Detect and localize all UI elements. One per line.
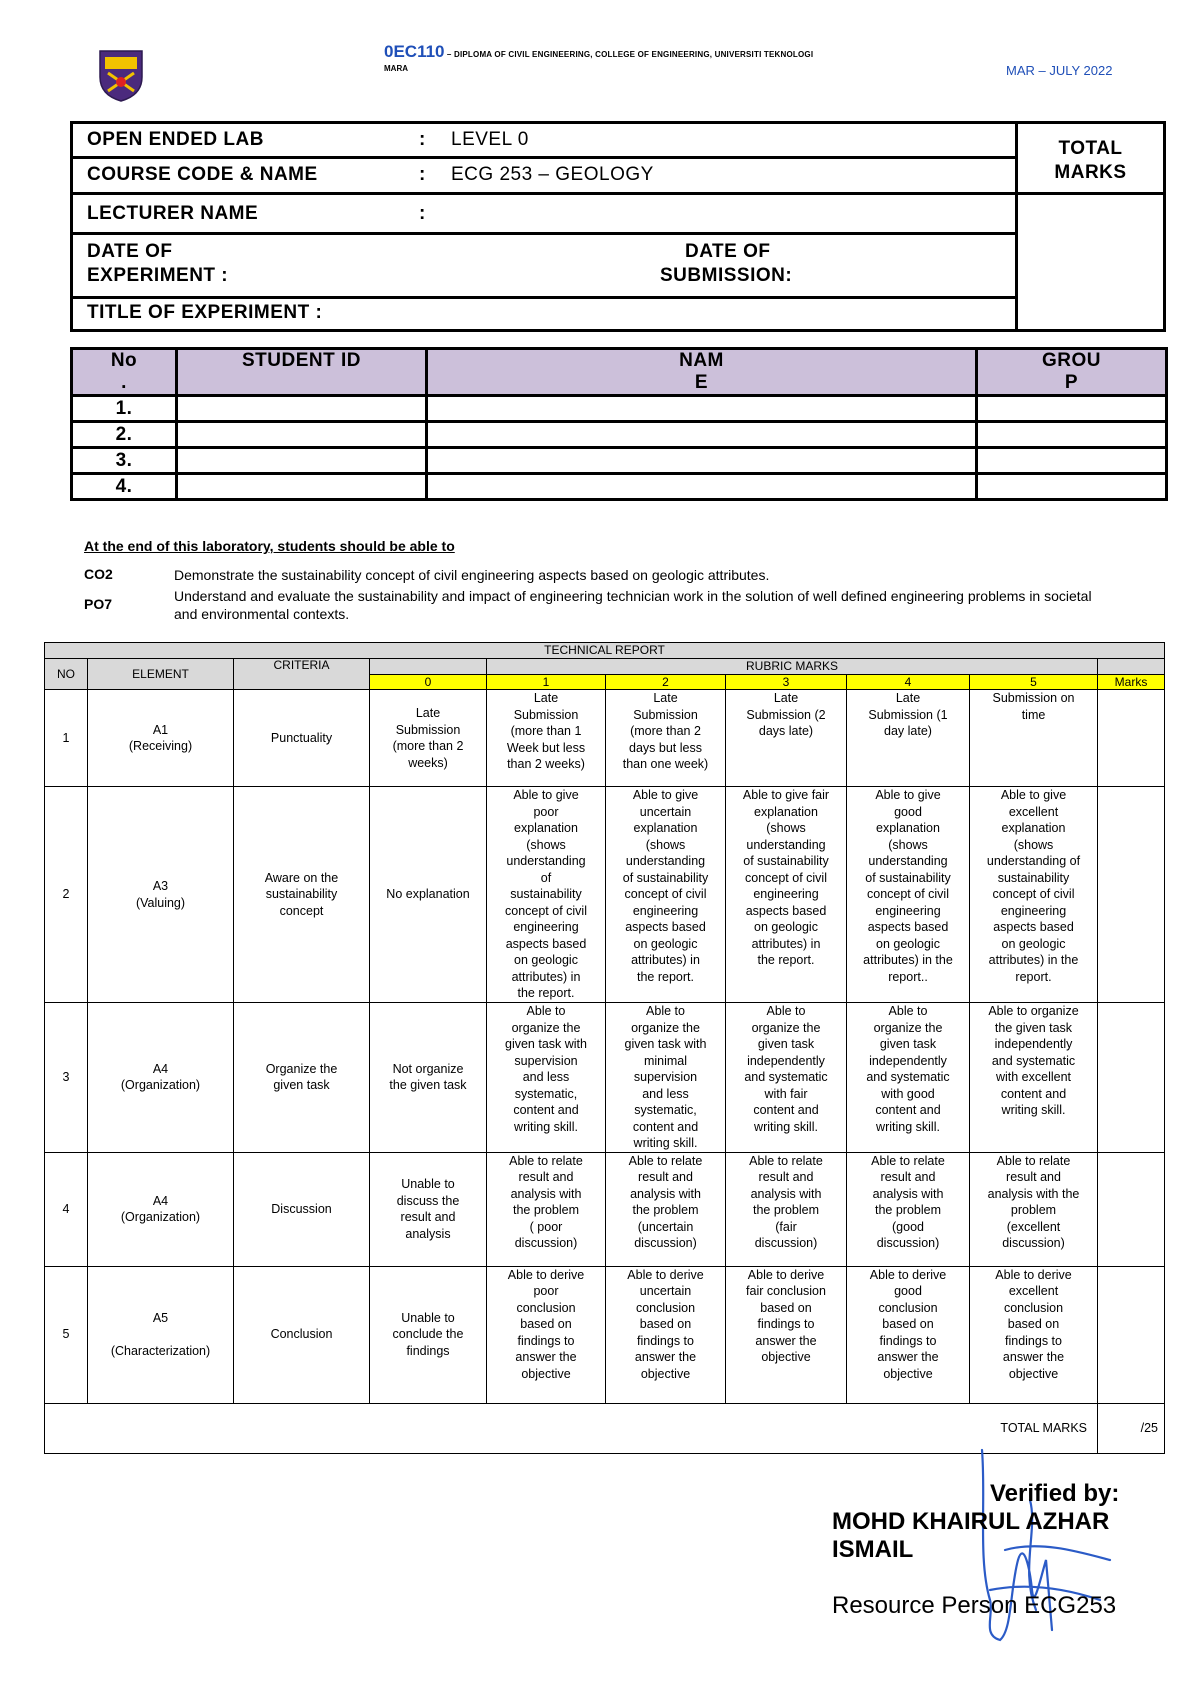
header-program-cont: MARA: [384, 64, 408, 73]
rubric-row: [45, 690, 1165, 787]
student-group-field[interactable]: [977, 448, 1167, 474]
rubric-title: TECHNICAL REPORT: [45, 643, 1165, 659]
element-cell: A3 (Valuing): [88, 787, 234, 1003]
outcomes-title: At the end of this laboratory, students should be able to: [84, 538, 455, 554]
header-element: ELEMENT: [88, 659, 234, 690]
header-rubric-marks: RUBRIC MARKS: [487, 659, 1098, 675]
rubric-descriptor: Late Submission (more than 1 Week but less than 2 weeks): [487, 690, 606, 787]
rubric-descriptor: Not organize the given task: [370, 1003, 487, 1153]
rubric-descriptor: Unable to discuss the result and analysis: [370, 1152, 487, 1266]
header-blank: [370, 659, 487, 675]
rubric-descriptor: Able to derive good conclusion based on findings to answer the objective: [847, 1266, 970, 1403]
rubric-descriptor: Able to derive uncertain conclusion based on findings to answer the objective: [606, 1266, 726, 1403]
outcome-code: CO2: [84, 566, 113, 582]
criteria-cell: Discussion: [234, 1152, 370, 1266]
total-marks-line2: MARKS: [1054, 162, 1127, 183]
rubric-descriptor: Able to relate result and analysis with the problem (fair discussion): [726, 1152, 847, 1266]
row-number: 1: [45, 690, 88, 787]
student-id-field[interactable]: [177, 448, 427, 474]
rubric-descriptor: Able to organize the given task independently and systematic with fair content and writing skill.: [726, 1003, 847, 1153]
header-name: NAM E: [427, 349, 977, 396]
rubric-descriptor: Able to give good explanation (shows understanding of sustainability concept of civil engineering aspects based on geologic attributes) in the report..: [847, 787, 970, 1003]
rubric-descriptor: Late Submission (more than 2 weeks): [370, 690, 487, 787]
rubric-row: [45, 1266, 1165, 1403]
colon: :: [419, 164, 426, 185]
header-no: NO: [45, 659, 88, 690]
student-name-field[interactable]: [427, 396, 977, 422]
rubric-descriptor: Able to relate result and analysis with the problem (good discussion): [847, 1152, 970, 1266]
verified-by-label: Verified by:: [990, 1480, 1120, 1507]
total-marks-line1: TOTAL: [1058, 138, 1123, 159]
date-submission-line1: DATE OF: [685, 241, 771, 262]
score-header: 3: [726, 675, 847, 690]
element-cell: A5 (Characterization): [88, 1266, 234, 1403]
student-id-field[interactable]: [177, 396, 427, 422]
rubric-descriptor: Able to derive fair conclusion based on findings to answer the objective: [726, 1266, 847, 1403]
rubric-descriptor: Late Submission (more than 2 days but less than one week): [606, 690, 726, 787]
rubric-descriptor: Able to organize the given task independently and systematic with excellent content and writing skill.: [970, 1003, 1098, 1153]
student-id-field[interactable]: [177, 422, 427, 448]
title-of-experiment-label: TITLE OF EXPERIMENT :: [87, 302, 323, 323]
header-student-id: STUDENT ID: [177, 349, 427, 396]
rubric-descriptor: Able to organize the given task independently and systematic with good content and writing skill.: [847, 1003, 970, 1153]
course-value: ECG 253 – GEOLOGY: [451, 164, 654, 185]
marks-field[interactable]: [1098, 1266, 1165, 1403]
open-ended-label: OPEN ENDED LAB: [87, 129, 264, 150]
score-header: 1: [487, 675, 606, 690]
rubric-descriptor: Late Submission (1 day late): [847, 690, 970, 787]
rubric-descriptor: Able to give excellent explanation (shows understanding of sustainability concept of civil engineering aspects based on geologic attributes) in the report.: [970, 787, 1098, 1003]
verifier-role: Resource Person ECG253: [832, 1592, 1117, 1619]
table-row: [72, 448, 1167, 474]
row-number: 1.: [72, 396, 177, 422]
uitm-logo: [96, 47, 146, 103]
table-row: [72, 396, 1167, 422]
rubric-descriptor: Able to give uncertain explanation (shows understanding of sustainability concept of civil engineering aspects based on geologic attributes) in the report.: [606, 787, 726, 1003]
course-label: COURSE CODE & NAME: [87, 164, 318, 185]
lecturer-label: LECTURER NAME: [87, 203, 259, 224]
marks-header: Marks: [1098, 675, 1165, 690]
student-id-field[interactable]: [177, 474, 427, 500]
student-name-field[interactable]: [427, 448, 977, 474]
outcome-text: Understand and evaluate the sustainability and impact of engineering technician work in the solution of well defined engineering problems in societal and environmental contexts.: [174, 588, 1092, 622]
header-program: – DIPLOMA OF CIVIL ENGINEERING, COLLEGE OF ENGINEERING, UNIVERSITI TEKNOLOGI: [444, 50, 814, 59]
header-criteria: CRITERIA: [234, 659, 370, 690]
lab-info-box: [70, 121, 1166, 332]
students-table: [70, 347, 1168, 501]
outcome-code: PO7: [84, 596, 113, 612]
row-number: 4: [45, 1152, 88, 1266]
criteria-cell: Punctuality: [234, 690, 370, 787]
marks-field[interactable]: [1098, 1003, 1165, 1153]
rubric-descriptor: Able to relate result and analysis with the problem ( poor discussion): [487, 1152, 606, 1266]
date-experiment-line1: DATE OF: [87, 241, 173, 262]
criteria-cell: Conclusion: [234, 1266, 370, 1403]
rubric-descriptor: Late Submission (2 days late): [726, 690, 847, 787]
student-group-field[interactable]: [977, 474, 1167, 500]
marks-field[interactable]: [1098, 787, 1165, 1003]
row-number: 2: [45, 787, 88, 1003]
outcome-text: Demonstrate the sustainability concept of civil engineering aspects based on geologic attributes.: [174, 567, 770, 583]
header-course-line: [384, 42, 813, 62]
row-number: 5: [45, 1266, 88, 1403]
student-name-field[interactable]: [427, 474, 977, 500]
rubric-descriptor: Able to derive poor conclusion based on findings to answer the objective: [487, 1266, 606, 1403]
date-submission-line2: SUBMISSION:: [660, 265, 793, 286]
header-blank: [1098, 659, 1165, 675]
total-marks-value: /25: [1098, 1403, 1165, 1453]
rubric-descriptor: Able to organize the given task with minimal supervision and less systematic, content and writing skill.: [606, 1003, 726, 1153]
score-header: 5: [970, 675, 1098, 690]
colon: :: [419, 203, 426, 224]
header-code: 0EC110: [384, 42, 445, 61]
row-number: 3: [45, 1003, 88, 1153]
row-number: 2.: [72, 422, 177, 448]
marks-field[interactable]: [1098, 1152, 1165, 1266]
student-group-field[interactable]: [977, 396, 1167, 422]
rubric-descriptor: Submission on time: [970, 690, 1098, 787]
rubric-row: [45, 1003, 1165, 1153]
table-row: [72, 422, 1167, 448]
row-number: 4.: [72, 474, 177, 500]
score-header: 0: [370, 675, 487, 690]
header-no: No .: [72, 349, 177, 396]
rubric-descriptor: Able to derive excellent conclusion based on findings to answer the objective: [970, 1266, 1098, 1403]
score-header: 2: [606, 675, 726, 690]
row-number: 3.: [72, 448, 177, 474]
rubric-descriptor: Able to relate result and analysis with the problem (uncertain discussion): [606, 1152, 726, 1266]
student-group-field[interactable]: [977, 422, 1167, 448]
marks-field[interactable]: [1098, 690, 1165, 787]
table-row: [72, 474, 1167, 500]
header-group: GROU P: [977, 349, 1167, 396]
element-cell: A4 (Organization): [88, 1152, 234, 1266]
criteria-cell: Organize the given task: [234, 1003, 370, 1153]
open-ended-value: LEVEL 0: [451, 129, 529, 150]
verifier-name: MOHD KHAIRUL AZHAR ISMAIL: [832, 1508, 1110, 1563]
element-cell: A4 (Organization): [88, 1003, 234, 1153]
element-cell: A1 (Receiving): [88, 690, 234, 787]
date-experiment-line2: EXPERIMENT :: [87, 265, 229, 286]
rubric-descriptor: Able to give poor explanation (shows understanding of sustainability concept of civil engineering aspects based on geologic attributes) in the report.: [487, 787, 606, 1003]
colon: :: [419, 129, 426, 150]
rubric-descriptor: Unable to conclude the findings: [370, 1266, 487, 1403]
rubric-descriptor: Able to give fair explanation (shows understanding of sustainability concept of civil engineering aspects based on geologic attributes) in the report.: [726, 787, 847, 1003]
rubric-table: [44, 642, 1165, 1454]
rubric-row: [45, 787, 1165, 1003]
student-name-field[interactable]: [427, 422, 977, 448]
rubric-descriptor: No explanation: [370, 787, 487, 1003]
rubric-row: [45, 1152, 1165, 1266]
header-session: MAR – JULY 2022: [1006, 63, 1113, 78]
total-marks-label: TOTAL MARKS: [45, 1403, 1098, 1453]
criteria-cell: Aware on the sustainability concept: [234, 787, 370, 1003]
rubric-descriptor: Able to relate result and analysis with the problem (excellent discussion): [970, 1152, 1098, 1266]
rubric-descriptor: Able to organize the given task with supervision and less systematic, content and writing skill.: [487, 1003, 606, 1153]
score-header: 4: [847, 675, 970, 690]
